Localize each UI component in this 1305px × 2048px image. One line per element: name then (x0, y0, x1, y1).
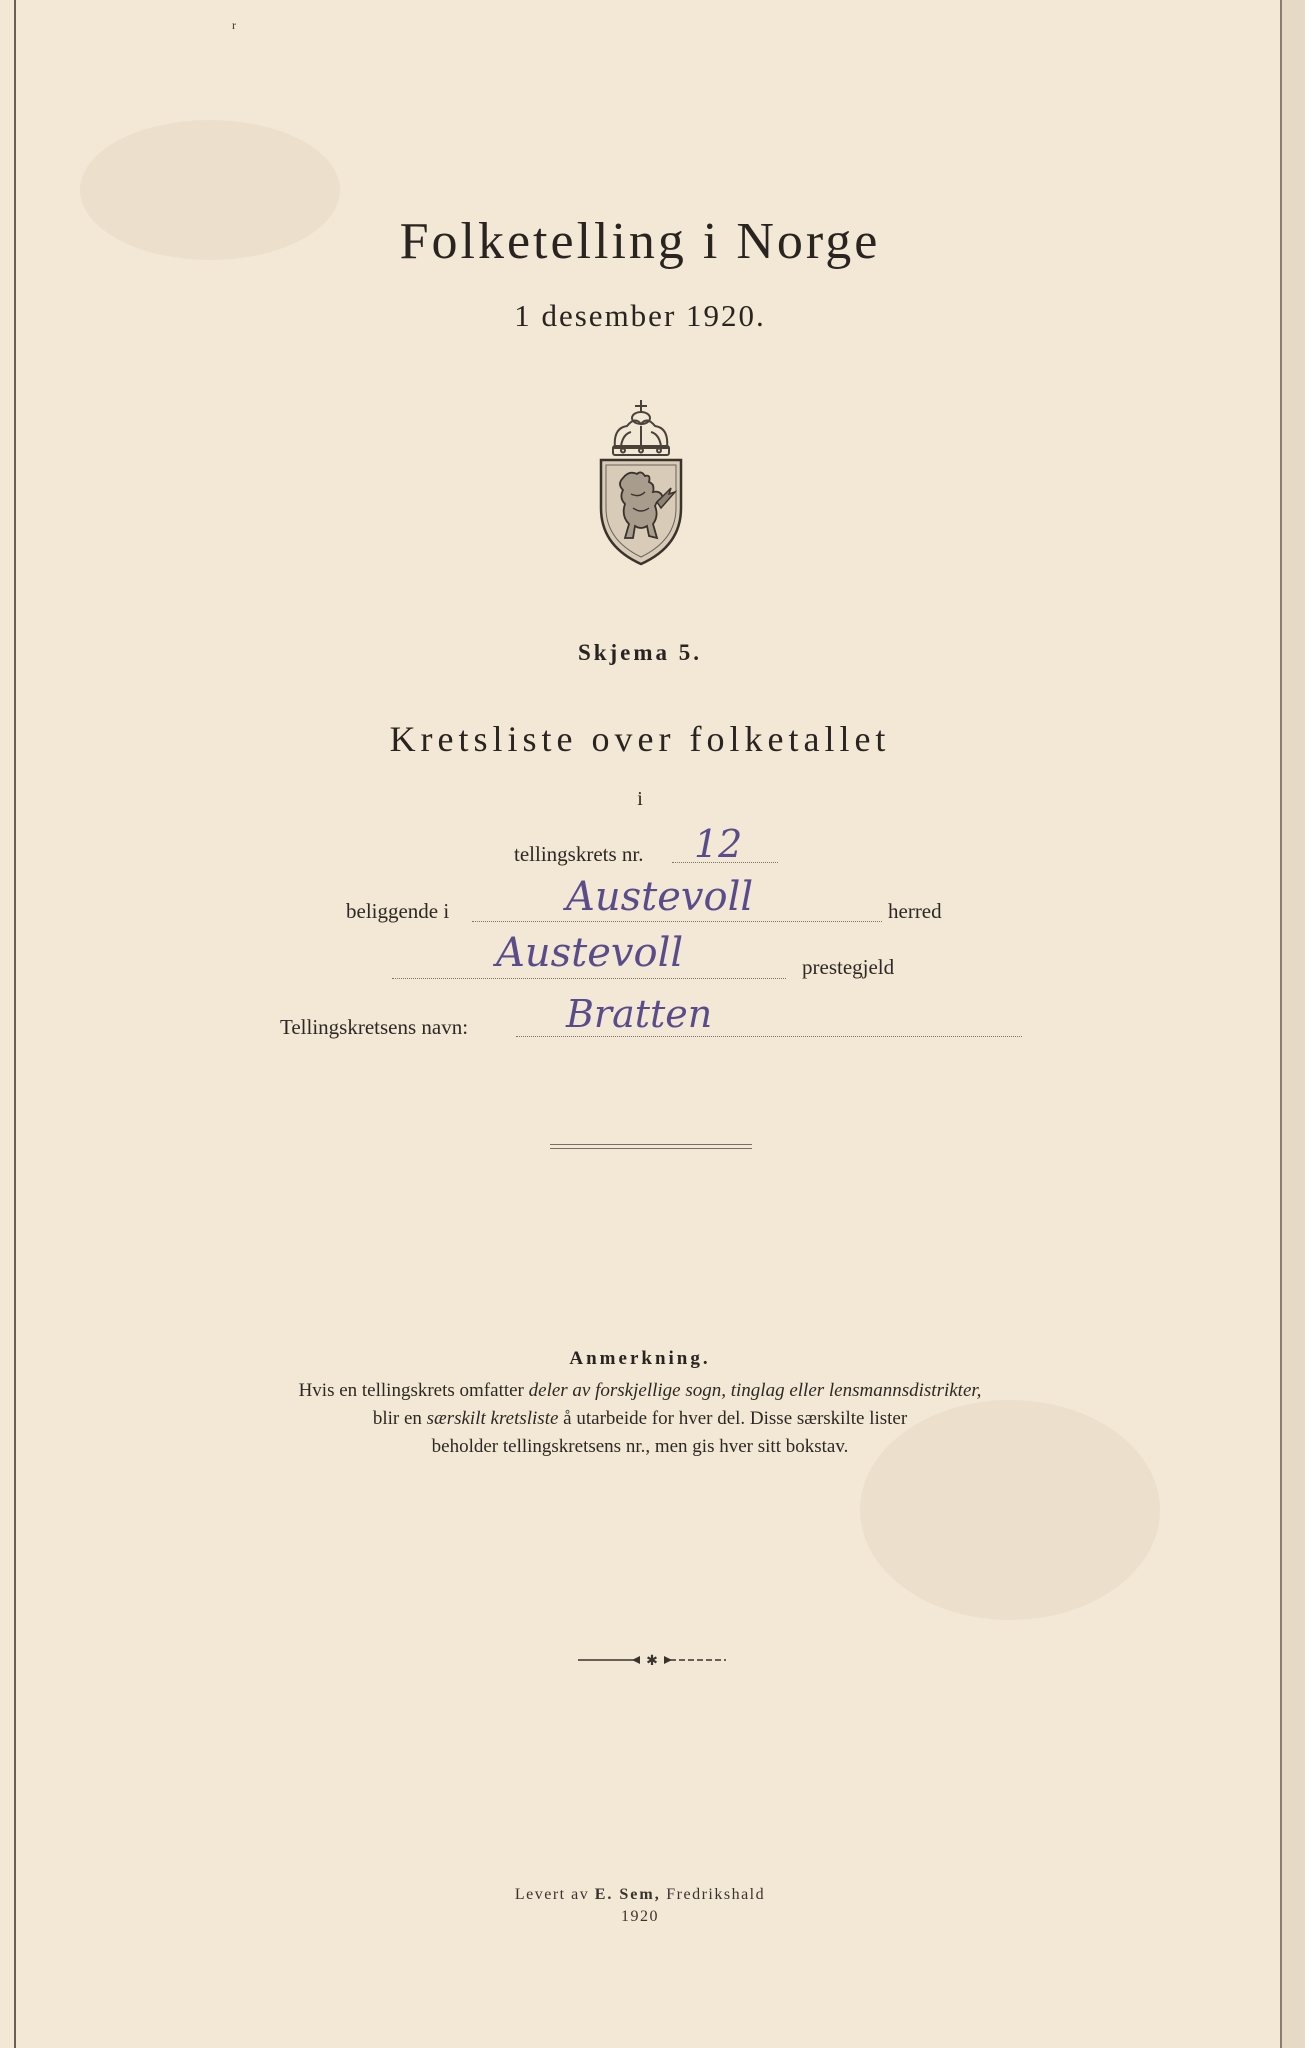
herred-value: Austevoll (566, 874, 754, 920)
prestegjeld-label: prestegjeld (802, 955, 895, 979)
coat-of-arms-icon (595, 398, 687, 566)
printer-name: E. Sem, (594, 1886, 661, 1903)
printer-prefix: Levert av (514, 1886, 595, 1903)
anmerkning-text (160, 1377, 1120, 1461)
corner-mark: r (232, 18, 236, 32)
page-edge-margin (1282, 0, 1305, 2048)
printer-place: Fredrikshald (660, 1886, 766, 1903)
tellingskrets-value: 12 (694, 822, 743, 866)
beliggende-label: beliggende i (346, 899, 450, 923)
herred-line (472, 921, 882, 922)
anmerkning-line-2-start: blir en (372, 1408, 427, 1429)
svg-text:✱: ✱ (646, 1653, 658, 1668)
section-divider (550, 1144, 752, 1149)
page-title: Folketelling i Norge (399, 213, 881, 270)
tellingskrets-label: tellingskrets nr. (514, 842, 644, 866)
anmerkning-title: Anmerkning. (569, 1348, 711, 1369)
form-heading: Kretsliste over folketallet (389, 719, 891, 759)
anmerkning-line-3: beholder tellingskretsens nr., men gis hver sitt bokstav. (431, 1436, 849, 1457)
anmerkning-line-2 (160, 1405, 1120, 1433)
anmerkning-line-2-end: å utarbeide for hver del. Disse særskilte lister (558, 1408, 908, 1429)
schema-label: Skjema 5. (577, 640, 703, 665)
anmerkning-line-1 (160, 1377, 1120, 1405)
prestegjeld-line (392, 978, 786, 979)
navn-value: Bratten (566, 992, 713, 1036)
census-date: 1 desember 1920. (514, 298, 766, 333)
navn-line (516, 1036, 1022, 1037)
printer-year: 1920 (621, 1908, 659, 1925)
navn-label: Tellingskretsens navn: (280, 1015, 469, 1039)
anmerkning-line-2-italic: særskilt kretsliste (426, 1408, 559, 1429)
printer-line (0, 1886, 1280, 1904)
anmerkning-line-1-italic: deler av forskjellige sogn, tinglag eller lensmannsdistrikter, (528, 1380, 982, 1401)
connector-word: i (637, 788, 643, 810)
prestegjeld-value: Austevoll (496, 930, 684, 976)
anmerkning-line-1-start: Hvis en tellingskrets omfatter (298, 1380, 529, 1401)
herred-label: herred (888, 899, 942, 923)
ornament-icon (576, 1652, 728, 1668)
